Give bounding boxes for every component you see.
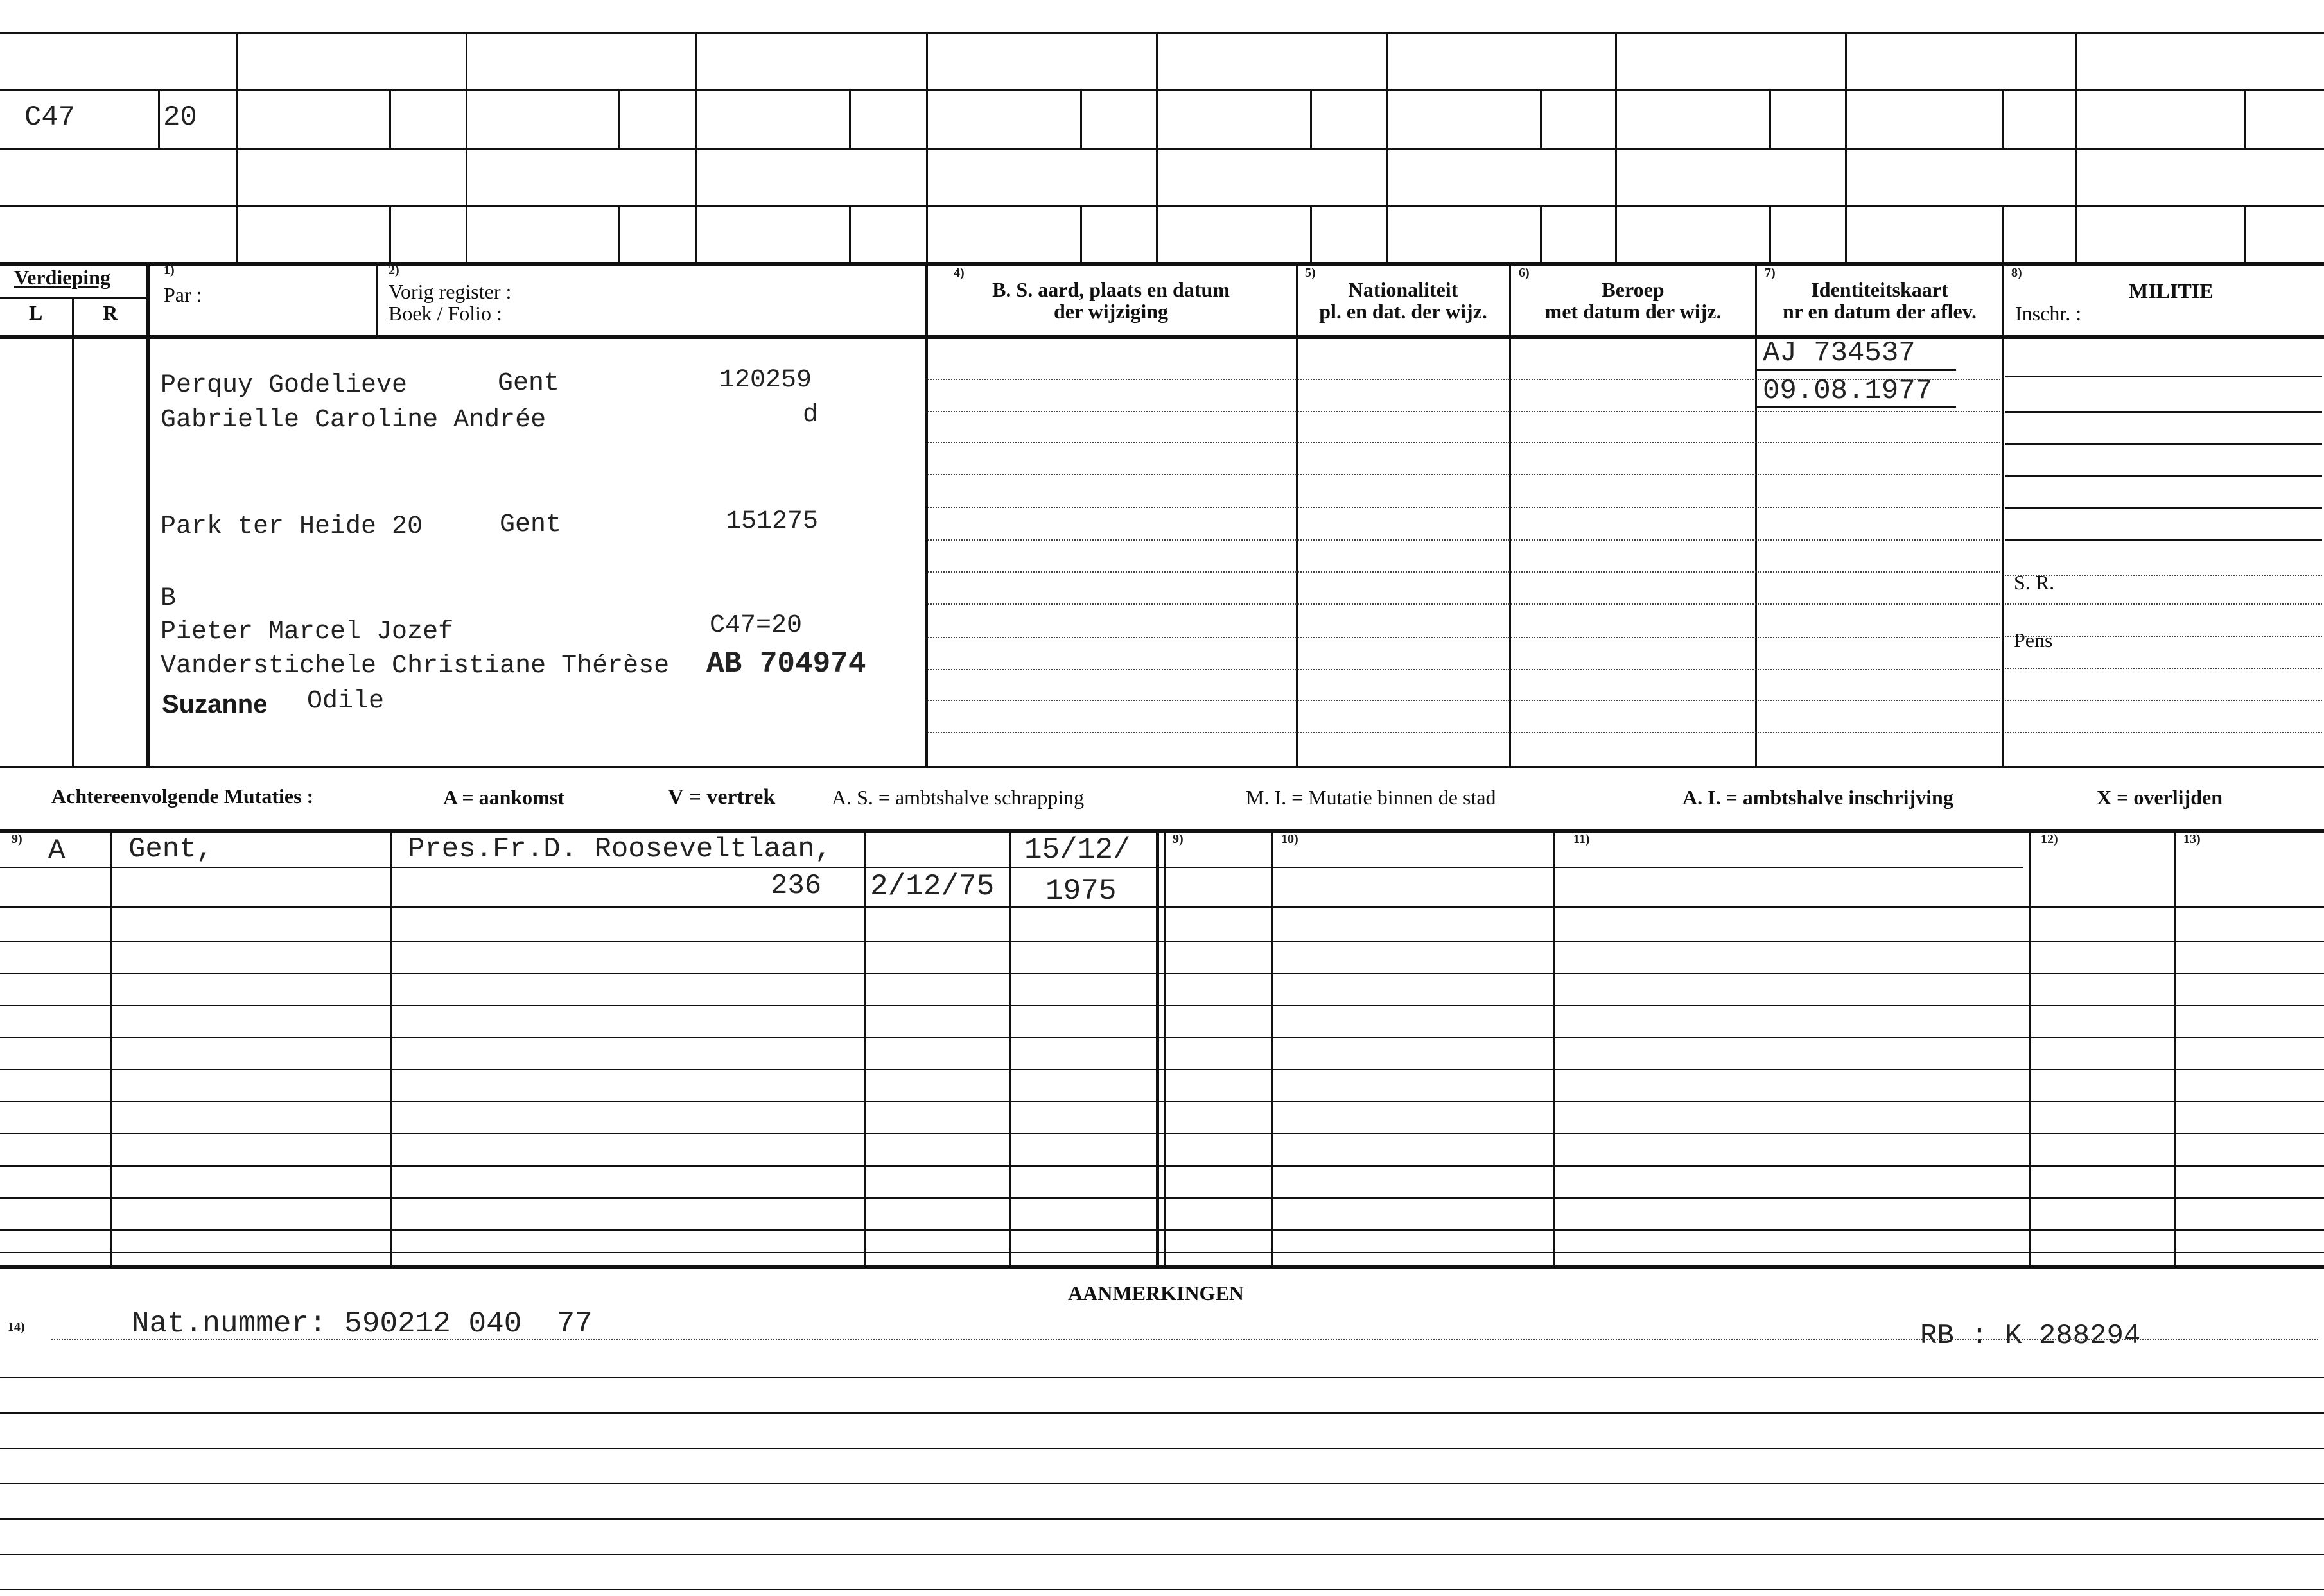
mutatie-house-no: 236 — [771, 870, 822, 902]
mut-col9-left: 9) — [12, 832, 22, 846]
aanmerkingen-title: AANMERKINGEN — [1068, 1281, 1244, 1305]
legend-a: A = aankomst — [443, 786, 564, 809]
nat-header-line2: pl. en dat. der wijz. — [1319, 300, 1487, 323]
militie-number: 8) — [2011, 266, 2022, 280]
legend-mi: M. I. = Mutatie binnen de stad — [1246, 786, 1496, 809]
vorig-number: 2) — [389, 263, 399, 277]
par-number: 1) — [164, 263, 175, 277]
spouse-id: AB 704974 — [706, 647, 866, 681]
person-given-names: Gabrielle Caroline Andrée — [161, 406, 546, 435]
beroep-header-line2: met datum der wijz. — [1544, 300, 1722, 323]
legend-as: A. S. = ambtshalve schrapping — [832, 786, 1085, 809]
person-name: Perquy Godelieve — [161, 371, 408, 400]
person-address-place: Gent — [500, 510, 562, 539]
vorig-register-label: Vorig register : — [389, 280, 512, 303]
person-status: B — [161, 584, 177, 613]
verdieping-label: Verdieping — [14, 266, 110, 289]
militie-label: MILITIE — [2129, 279, 2214, 302]
floor-left-label: L — [29, 301, 43, 324]
nat-number: 5) — [1305, 266, 1316, 280]
beroep-number: 6) — [1519, 266, 1530, 280]
person-birthplace: Gent — [498, 369, 560, 398]
spouse-line3b: Odile — [307, 687, 385, 716]
sr-label: S. R. — [2014, 571, 2055, 594]
spouse-line3a: Suzanne — [162, 690, 268, 718]
aanmerkingen-number: 14) — [8, 1320, 25, 1334]
floor-right-label: R — [103, 301, 118, 324]
legend-x: X = overlijden — [2097, 786, 2223, 809]
legend-v: V = vertrek — [668, 785, 776, 809]
legend-title: Achtereenvolgende Mutaties : — [51, 785, 314, 808]
rb-number: RB : K 288294 — [1920, 1320, 2141, 1352]
mut-col13-right: 13) — [2183, 832, 2201, 846]
legend-al: A. I. = ambtshalve inschrijving — [1682, 786, 1953, 809]
spouse-reference: C47=20 — [710, 611, 803, 640]
id-header-line1: Identiteitskaart — [1811, 278, 1948, 301]
id-number: 7) — [1765, 266, 1776, 280]
mutatie-date1: 2/12/75 — [870, 870, 995, 903]
mutatie-street: Pres.Fr.D. Rooseveltlaan, — [408, 833, 832, 865]
spouse-name: Pieter Marcel Jozef — [161, 618, 454, 646]
beroep-header-line1: Beroep — [1602, 278, 1664, 301]
bs-header-line1: B. S. aard, plaats en datum — [992, 278, 1230, 301]
mutatie-type: A — [48, 835, 66, 867]
mutatie-date2-line1: 15/12/ — [1024, 833, 1131, 867]
nat-nummer: Nat.nummer: 590212 040 77 — [132, 1307, 593, 1340]
pens-label: Pens — [2014, 629, 2053, 652]
bs-number: 4) — [954, 266, 965, 280]
mut-col10-right: 10) — [1281, 832, 1298, 846]
person-address: Park ter Heide 20 — [161, 512, 423, 541]
mutatie-date2-line2: 1975 — [1045, 874, 1117, 908]
boek-folio-label: Boek / Folio : — [389, 302, 502, 325]
mutatie-city: Gent, — [128, 833, 214, 865]
mut-col9-right: 9) — [1173, 832, 1184, 846]
card-code: C47 — [24, 101, 76, 134]
id-card-number: AJ 734537 — [1763, 337, 1916, 369]
par-label: Par : — [164, 283, 202, 306]
card-number: 20 — [163, 101, 197, 134]
id-card-date: 09.08.1977 — [1763, 375, 1933, 407]
nat-header-line1: Nationaliteit — [1348, 278, 1458, 301]
person-address-date: 151275 — [726, 507, 819, 536]
bs-header-line2: der wijziging — [1053, 300, 1169, 323]
inschr-label: Inschr. : — [2015, 302, 2082, 325]
mut-col12-right: 12) — [2041, 832, 2058, 846]
id-header-line2: nr en datum der aflev. — [1783, 300, 1977, 323]
person-birthdate: 120259 — [719, 366, 812, 395]
spouse-line2: Vanderstichele Christiane Thérèse — [161, 652, 670, 681]
mut-col11-right: 11) — [1573, 832, 1590, 846]
person-mark: d — [803, 401, 819, 429]
